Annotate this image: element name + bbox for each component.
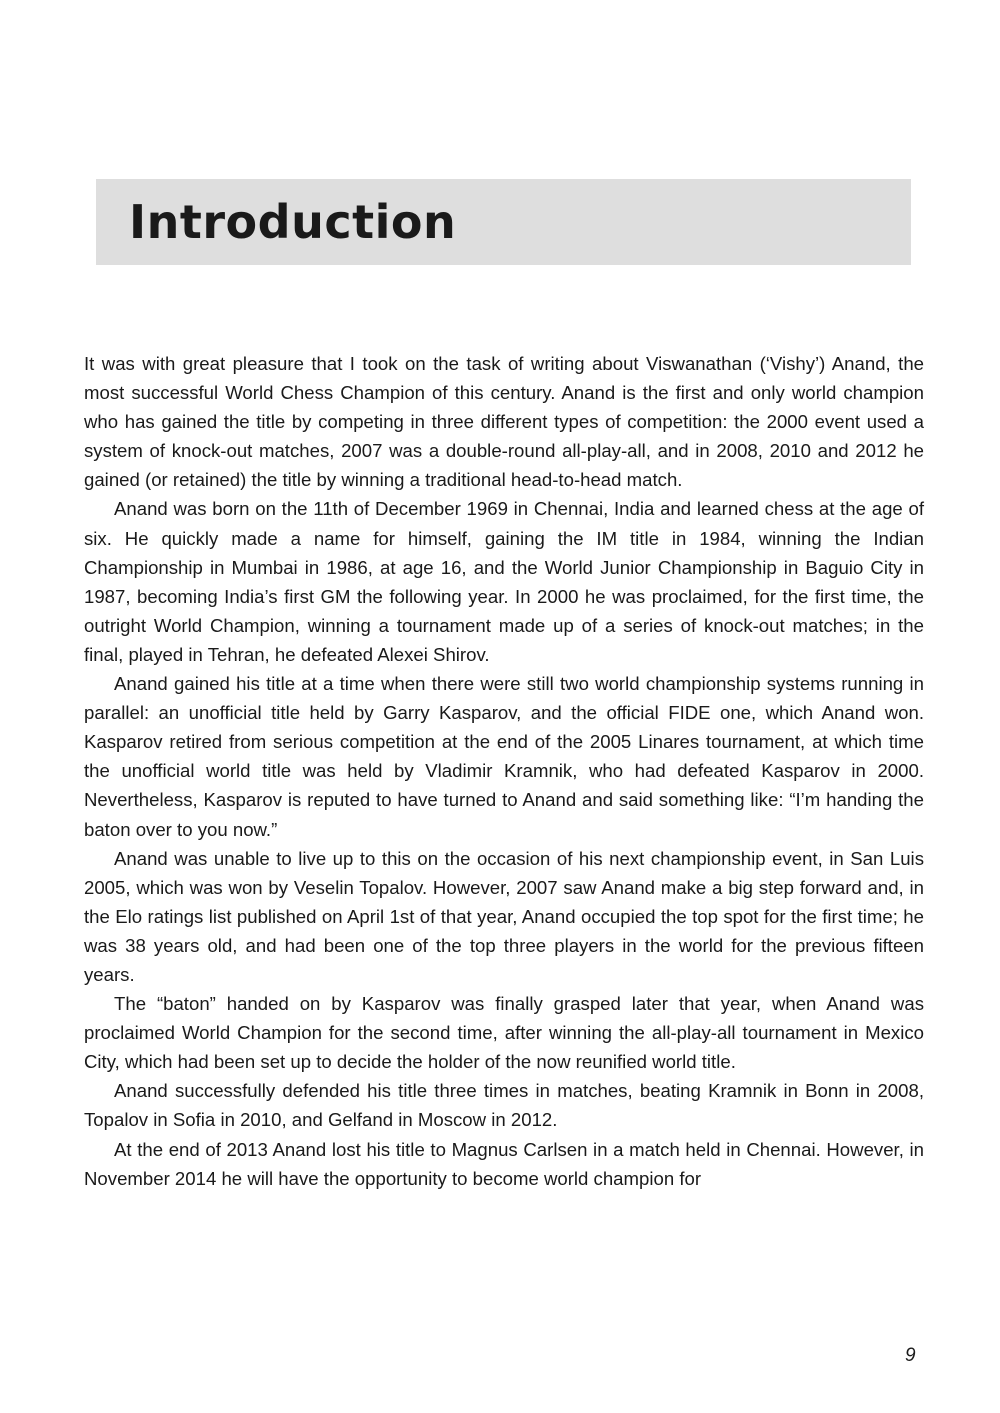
chapter-title-band bbox=[96, 179, 911, 265]
paragraph-2: Anand was born on the 11th of December 1969 in Chennai, India and learned chess at the age of six. He quickly made a name for himself, gaining the IM title in 1984, winning the Indian Championship in Mumbai in 1986, at age 16, and the World Junior Championship in Baguio City in 1987, becoming India’s first GM the following year. In 2000 he was proclaimed, for the first time, the outright World Champion, winning a tournament made up of a series of knock-out matches; in the final, played in Tehran, he defeated Alexei Shirov. bbox=[84, 498, 924, 665]
paragraph-1: It was with great pleasure that I took on the task of writing about Viswanathan (‘Vishy’) Anand, the most successful World Chess Champion of this century. Anand is the first and only world champion who has gained the title by competing in three different types of competition: the 2000 event used a system of knock-out matches, 2007 was a double-round all-play-all, and in 2008, 2010 and 2012 he gained (or retained) the title by winning a traditional head-to-head match. bbox=[84, 353, 924, 491]
chapter-title: Introduction bbox=[129, 195, 457, 249]
paragraph-6: Anand successfully defended his title three times in matches, beating Kramnik in Bonn in 2008, Topalov in Sofia in 2010, and Gelfand in Moscow in 2012. bbox=[84, 1080, 924, 1131]
paragraph-5: The “baton” handed on by Kasparov was finally grasped later that year, when Anand was proclaimed World Champion for the second time, after winning the all-play-all tournament in Mexico City, which had been set up to decide the holder of the now reunified world title. bbox=[84, 993, 924, 1073]
body-text bbox=[84, 349, 924, 1193]
page-number: 9 bbox=[905, 1345, 916, 1366]
paragraph-7: At the end of 2013 Anand lost his title to Magnus Carlsen in a match held in Chennai. However, in November 2014 he will have the opportunity to become world champion for bbox=[84, 1138, 924, 1189]
paragraph-4: Anand was unable to live up to this on the occasion of his next championship event, in San Luis 2005, which was won by Veselin Topalov. However, 2007 saw Anand make a big step forward and, in the Elo ratings list published on April 1st of that year, Anand occupied the top spot for the first time; he was 38 years old, and had been one of the top three players in the world for the previous fifteen years. bbox=[84, 847, 924, 985]
paragraph-3: Anand gained his title at a time when there were still two world championship systems running in parallel: an unofficial title held by Garry Kasparov, and the official FIDE one, which Anand won. Kasparov retired from serious competition at the end of the 2005 Linares tournament, at which time the unofficial world title was held by Vladimir Kramnik, who had defeated Kasparov in 2000. Nevertheless, Kasparov is reputed to have turned to Anand and said something like: “I’m handing the baton over to you now.” bbox=[84, 673, 924, 840]
